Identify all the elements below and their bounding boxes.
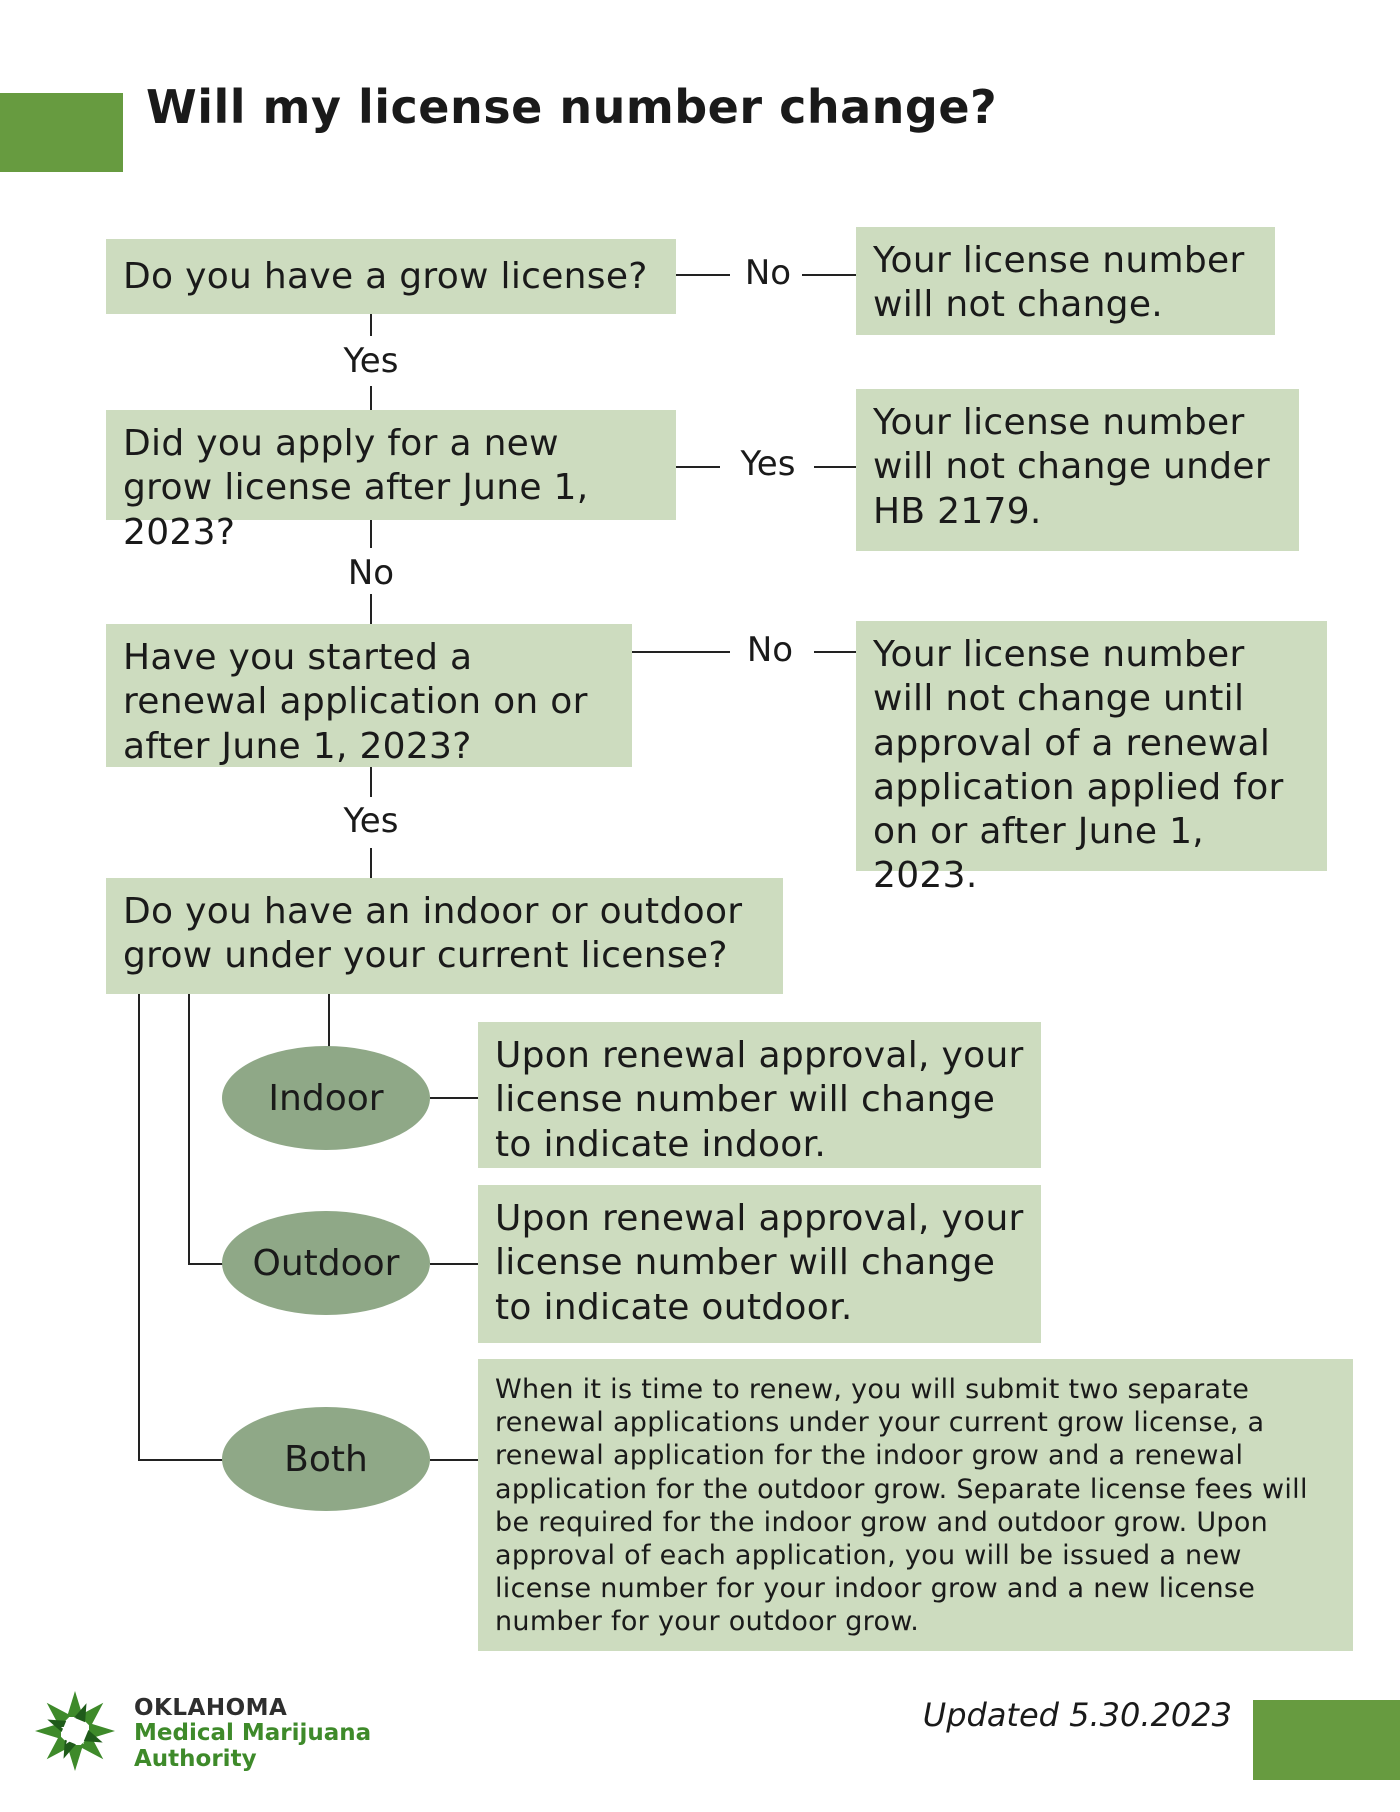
updated-date: Updated 5.30.2023 [922,1696,1232,1734]
label-q2-no: No [335,556,407,590]
connector-indoor-vertical [328,994,330,1048]
result-not-change-hb2179: Your license number will not change under HB 2179. [856,389,1299,551]
connector-q3-down-b [370,848,372,878]
connector-q3-right-a [632,651,730,653]
connector-both-horizontal [138,1459,224,1461]
connector-outdoor-horizontal [188,1263,224,1265]
result-outdoor: Upon renewal approval, your license number will change to indicate outdoor. [478,1185,1041,1343]
option-both: Both [222,1407,430,1511]
connector-q1-down-b [370,386,372,410]
label-q3-yes: Yes [330,804,412,838]
result-indoor: Upon renewal approval, your license number will change to indicate indoor. [478,1022,1041,1168]
question-new-grow-license: Did you apply for a new grow license after June 1, 2023? [106,410,676,520]
logo-line-2: Medical Marijuana [134,1720,372,1747]
connector-outdoor-result [430,1263,478,1265]
option-outdoor: Outdoor [222,1211,430,1315]
star-leaf-logo-icon [30,1686,120,1776]
label-q3-no: No [740,633,800,667]
connector-both-result [430,1459,478,1461]
connector-q2-down-b [370,594,372,624]
label-q1-yes: Yes [330,344,412,378]
logo-text [134,1696,371,1772]
question-renewal-started: Have you started a renewal application on or after June 1, 2023? [106,624,632,767]
connector-both-vertical [138,994,140,1460]
connector-outdoor-vertical [188,994,190,1264]
logo-line-3: Authority [134,1745,257,1772]
connector-q2-down-a [370,520,372,548]
result-not-change: Your license number will not change. [856,227,1275,335]
result-not-change-until-renewal: Your license number will not change until approval of a renewal application applied for on or after June 1, 2023. [856,621,1327,871]
question-indoor-outdoor: Do you have an indoor or outdoor grow under your current license? [106,878,783,994]
header-accent-bar [0,93,123,172]
connector-q2-right-b [814,466,856,468]
connector-q2-right-a [676,466,720,468]
connector-q1-right-a [676,274,730,276]
connector-q3-right-b [814,651,856,653]
page-title: Will my license number change? [146,80,998,134]
option-indoor: Indoor [222,1046,430,1150]
question-grow-license: Do you have a grow license? [106,239,676,314]
logo-line-1: OKLAHOMA [134,1695,288,1721]
connector-q1-down-a [370,314,372,336]
connector-q3-down-a [370,767,372,797]
connector-q1-right-b [802,274,856,276]
label-q2-yes: Yes [728,447,808,481]
label-q1-no: No [738,256,798,290]
connector-indoor-result [430,1097,478,1099]
footer-accent-bar [1253,1700,1400,1780]
result-both: When it is time to renew, you will submit two separate renewal applications under your current grow license, a renewal application for the indoor grow and a renewal application for the outdoor grow. Separate license fees will be required for the indoor grow and outdoor grow. Upon approval of each application, you will be issued a new license number for your indoor grow and a new license number for your outdoor grow. [478,1359,1353,1651]
